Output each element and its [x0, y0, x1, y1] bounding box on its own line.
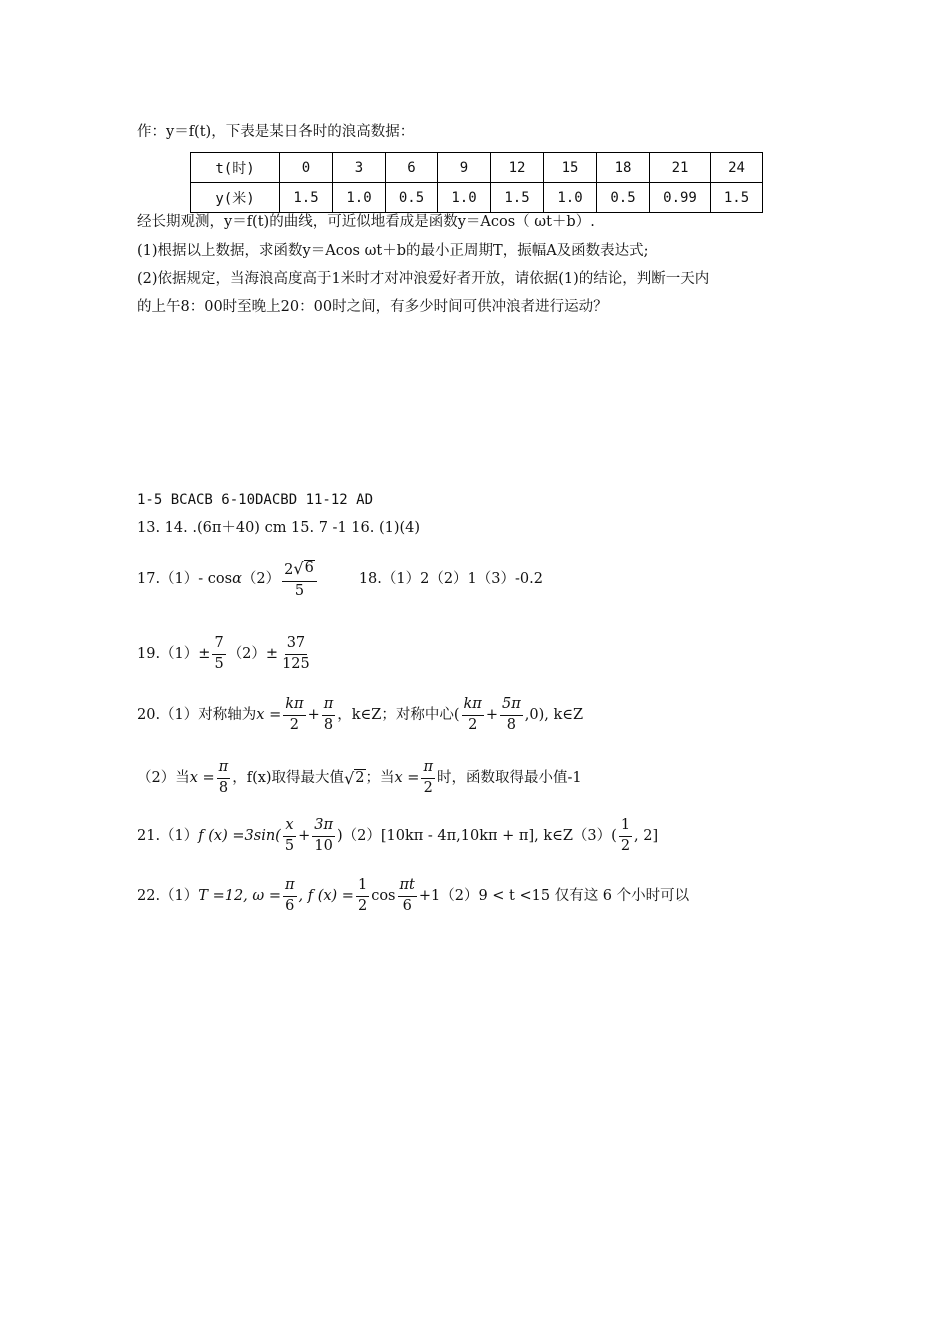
- fraction: [322, 697, 336, 734]
- fraction: [280, 636, 312, 673]
- table-cell: 1.0: [544, 183, 597, 213]
- fraction: [283, 697, 305, 734]
- fraction-numerator: kπ: [462, 697, 484, 716]
- table-cell: y(米): [191, 183, 280, 213]
- table-cell: 12: [491, 153, 544, 183]
- fraction-denominator: 2: [289, 716, 300, 733]
- fraction-denominator: 2: [620, 837, 631, 854]
- answer-18: 18.（1）2（2）1（3）-0.2: [358, 571, 543, 588]
- fraction: [312, 818, 335, 855]
- table-cell: 1.5: [280, 183, 333, 213]
- fraction-denominator: 5: [294, 582, 305, 599]
- fraction-numerator: 37: [285, 636, 307, 655]
- math-text: ±: [265, 645, 279, 662]
- fraction: [283, 878, 297, 915]
- math-text: , 2]: [634, 827, 659, 844]
- fraction-numerator: π: [217, 760, 231, 779]
- answer-label: 19.（1）: [137, 645, 199, 662]
- fraction: [398, 878, 417, 915]
- math-text: , f (x) =: [298, 887, 354, 904]
- fraction-denominator: 2: [423, 779, 433, 796]
- fraction: [356, 878, 369, 915]
- answer-13-16: 13. 14. .(6π＋40) cm 15. 7 -1 16. (1)(4): [137, 520, 421, 536]
- fraction-denominator: 125: [282, 655, 310, 672]
- answer-label: 17.（1）: [137, 571, 199, 588]
- table-row: [191, 153, 763, 183]
- answer-21: [137, 818, 658, 855]
- fraction-numerator: 1: [356, 878, 369, 897]
- table-cell: 6: [386, 153, 438, 183]
- fraction: [212, 636, 225, 673]
- math-text: 2: [284, 562, 294, 578]
- answer-20-part2: [137, 760, 582, 797]
- radicand: 6: [304, 560, 314, 576]
- fraction-numerator: 5π: [500, 697, 523, 716]
- fraction-numerator: π: [322, 697, 336, 716]
- problem-line-2: (1)根据以上数据，求函数y＝Acos ωt＋b的最小正周期T，振幅A及函数表达式;: [137, 243, 649, 259]
- fraction-numerator: 7: [212, 636, 225, 655]
- fraction-numerator: 1: [619, 818, 632, 837]
- table-cell: 1.0: [438, 183, 491, 213]
- table-cell: 9: [438, 153, 491, 183]
- fraction: [619, 818, 632, 855]
- fraction-numerator: x: [283, 818, 295, 837]
- math-text: ；当: [365, 769, 395, 786]
- table-cell: 0.99: [650, 183, 711, 213]
- sqrt-symbol: √ 6: [293, 559, 314, 578]
- problem-line-3: (2)依据规定，当海浪高度高于1米时才对冲浪爱好者开放，请依据(1)的结论，判断一天内: [137, 271, 710, 287]
- problem-line-4: 的上午8：00时至晚上20：00时之间，有多少时间可供冲浪者进行运动？: [137, 299, 608, 315]
- radicand: 2: [354, 769, 365, 788]
- table-cell: 1.0: [333, 183, 386, 213]
- answer-label: （2）: [227, 645, 266, 662]
- table-cell: t(时): [191, 153, 280, 183]
- table-cell: 3: [333, 153, 386, 183]
- fraction: [282, 560, 317, 600]
- table-row: [191, 183, 763, 213]
- math-text: f (x) =3sin(: [198, 827, 281, 844]
- answer-22: [137, 878, 689, 915]
- fraction-denominator: 2: [468, 716, 478, 733]
- math-text: （2）[10kπ - 4π,10kπ + π], k∈Z（3）(: [342, 827, 617, 844]
- fraction-numerator: 3π: [312, 818, 335, 837]
- table-cell: 24: [711, 153, 763, 183]
- fraction-numerator: π: [421, 760, 435, 779]
- answer-label: 21.（1）: [137, 827, 199, 844]
- math-text: x =: [256, 706, 282, 723]
- fraction-denominator: 10: [314, 837, 333, 854]
- table-cell: 1.5: [711, 183, 763, 213]
- math-text: +: [485, 706, 498, 723]
- math-text: - cos: [198, 571, 233, 588]
- sqrt-symbol: √ 2: [344, 768, 365, 788]
- answer-label: 22.（1）: [137, 887, 199, 904]
- fraction-denominator: 2: [357, 897, 368, 914]
- answer-label: 20.（1）对称轴为: [137, 706, 257, 723]
- wave-height-table: [190, 152, 763, 213]
- math-text: ): [336, 827, 343, 844]
- answer-label: （2）: [241, 571, 281, 588]
- math-text: x =: [394, 769, 420, 786]
- fraction-denominator: 8: [323, 716, 334, 733]
- math-text: 时，函数取得最小值-1: [436, 769, 582, 786]
- fraction-denominator: 6: [402, 897, 412, 914]
- fraction-denominator: 6: [285, 897, 295, 914]
- answer-20-part1: [137, 697, 583, 734]
- table-cell: 0.5: [386, 183, 438, 213]
- fraction-numerator: πt: [398, 878, 417, 897]
- fraction-numerator: π: [283, 878, 297, 897]
- fraction-denominator: 5: [214, 655, 224, 672]
- problem-line-1: 经长期观测，y＝f(t)的曲线，可近似地看成是函数y＝Acos（ ωt＋b）.: [137, 214, 595, 230]
- fraction-denominator: 8: [218, 779, 229, 796]
- fraction: [217, 760, 231, 797]
- fraction: [283, 818, 296, 855]
- answer-19: [137, 636, 314, 673]
- math-text: +1（2）9 < t <15 仅有这 6 个小时可以: [418, 887, 690, 904]
- answer-1-12: 1-5 BCACB 6-10DACBD 11-12 AD: [137, 492, 374, 508]
- answer-17-18: [137, 560, 543, 600]
- fraction: [421, 760, 435, 797]
- table-cell: 1.5: [491, 183, 544, 213]
- fraction: [462, 697, 484, 734]
- fraction-numerator: [282, 560, 317, 582]
- math-text: +: [298, 827, 311, 844]
- fraction-denominator: 5: [284, 837, 295, 854]
- math-text: ，k∈Z；对称中心(: [337, 706, 460, 723]
- math-text: ±: [198, 645, 211, 662]
- table-cell: 18: [597, 153, 650, 183]
- table-cell: 0: [280, 153, 333, 183]
- math-text: α: [232, 571, 242, 588]
- table-cell: 15: [544, 153, 597, 183]
- math-text: +: [307, 706, 320, 723]
- math-text: T =12, ω =: [198, 887, 281, 904]
- answer-label: （2）当: [137, 769, 190, 786]
- math-text: ，f(x)取得最大值: [232, 769, 345, 786]
- math-text: ,0), k∈Z: [524, 706, 584, 723]
- table-cell: 21: [650, 153, 711, 183]
- fraction-numerator: kπ: [283, 697, 305, 716]
- fraction: [500, 697, 523, 734]
- math-text: cos: [371, 887, 396, 904]
- fraction-denominator: 8: [506, 716, 516, 733]
- table-cell: 0.5: [597, 183, 650, 213]
- math-text: x =: [189, 769, 215, 786]
- problem-intro: 作：y＝f(t)，下表是某日各时的浪高数据：: [137, 124, 415, 140]
